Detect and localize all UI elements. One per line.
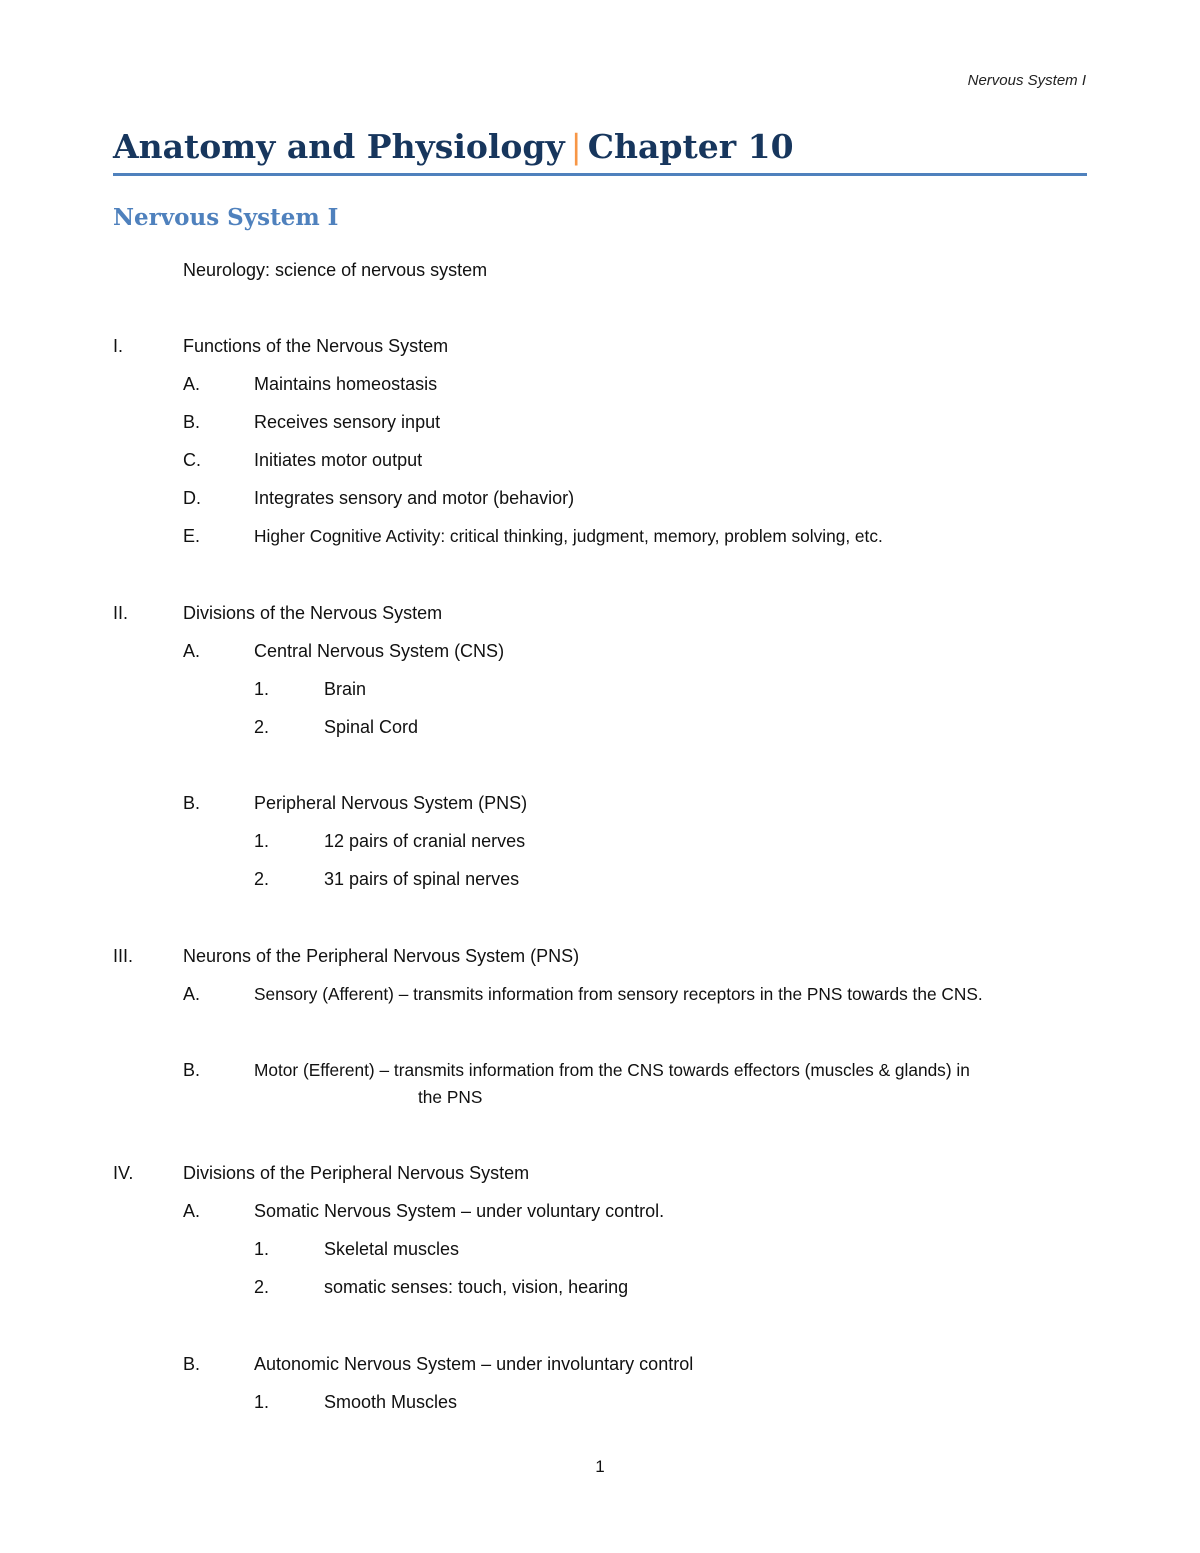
section-heading: Divisions of the Peripheral Nervous System [183, 1163, 530, 1183]
sub-list-item: Brain [324, 679, 367, 699]
subitem-number: 2. [254, 1277, 270, 1297]
item-letter: B. [183, 412, 201, 432]
list-item-continuation: the PNS [418, 1087, 483, 1107]
section-number: III. [113, 946, 134, 966]
list-item: Peripheral Nervous System (PNS) [254, 793, 528, 813]
title-chapter: Chapter 10 [587, 127, 794, 166]
section-heading: Neurons of the Peripheral Nervous System (PNS) [183, 946, 580, 966]
sub-list-item: Spinal Cord [324, 717, 419, 737]
item-letter: B. [183, 793, 201, 813]
item-letter: A. [183, 1201, 201, 1221]
item-letter: D. [183, 488, 201, 508]
subitem-number: 2. [254, 869, 270, 889]
list-item: Sensory (Afferent) – transmits information from sensory receptors in the PNS towards the CNS. [254, 984, 983, 1004]
section-number: I. [113, 336, 124, 356]
section-number: II. [113, 603, 129, 623]
list-item: Motor (Efferent) – transmits information from the CNS towards effectors (muscles & glands) in [254, 1060, 970, 1080]
document-title [113, 124, 794, 170]
section-number: IV. [113, 1163, 134, 1183]
sub-list-item: 31 pairs of spinal nerves [324, 869, 520, 889]
item-letter: B. [183, 1354, 201, 1374]
sub-list-item: 12 pairs of cranial nerves [324, 831, 526, 851]
title-main: Anatomy and Physiology [113, 127, 565, 166]
page-number: 1 [595, 1457, 605, 1476]
list-item: Higher Cognitive Activity: critical thinking, judgment, memory, problem solving, etc. [254, 526, 883, 546]
list-item: Receives sensory input [254, 412, 441, 432]
subitem-number: 1. [254, 1239, 270, 1259]
list-item: Maintains homeostasis [254, 374, 438, 394]
list-item: Somatic Nervous System – under voluntary control. [254, 1201, 665, 1221]
item-letter: C. [183, 450, 201, 470]
item-letter: A. [183, 374, 201, 394]
item-letter: E. [183, 526, 201, 546]
section-subtitle: Nervous System I [113, 204, 339, 231]
list-item: Central Nervous System (CNS) [254, 641, 505, 661]
sub-list-item: Skeletal muscles [324, 1239, 460, 1259]
section-heading: Functions of the Nervous System [183, 336, 449, 356]
subitem-number: 2. [254, 717, 270, 737]
title-separator: | [570, 127, 582, 166]
subitem-number: 1. [254, 831, 270, 851]
list-item: Initiates motor output [254, 450, 423, 470]
subitem-number: 1. [254, 679, 270, 699]
intro-line: Neurology: science of nervous system [183, 260, 488, 280]
title-underline [113, 173, 1087, 176]
list-item: Autonomic Nervous System – under involuntary control [254, 1354, 694, 1374]
item-letter: A. [183, 984, 201, 1004]
sub-list-item: Smooth Muscles [324, 1392, 458, 1412]
subitem-number: 1. [254, 1392, 270, 1412]
sub-list-item: somatic senses: touch, vision, hearing [324, 1277, 629, 1297]
running-header: Nervous System I [967, 72, 1086, 89]
item-letter: A. [183, 641, 201, 661]
section-heading: Divisions of the Nervous System [183, 603, 443, 623]
item-letter: B. [183, 1060, 201, 1080]
list-item: Integrates sensory and motor (behavior) [254, 488, 575, 508]
